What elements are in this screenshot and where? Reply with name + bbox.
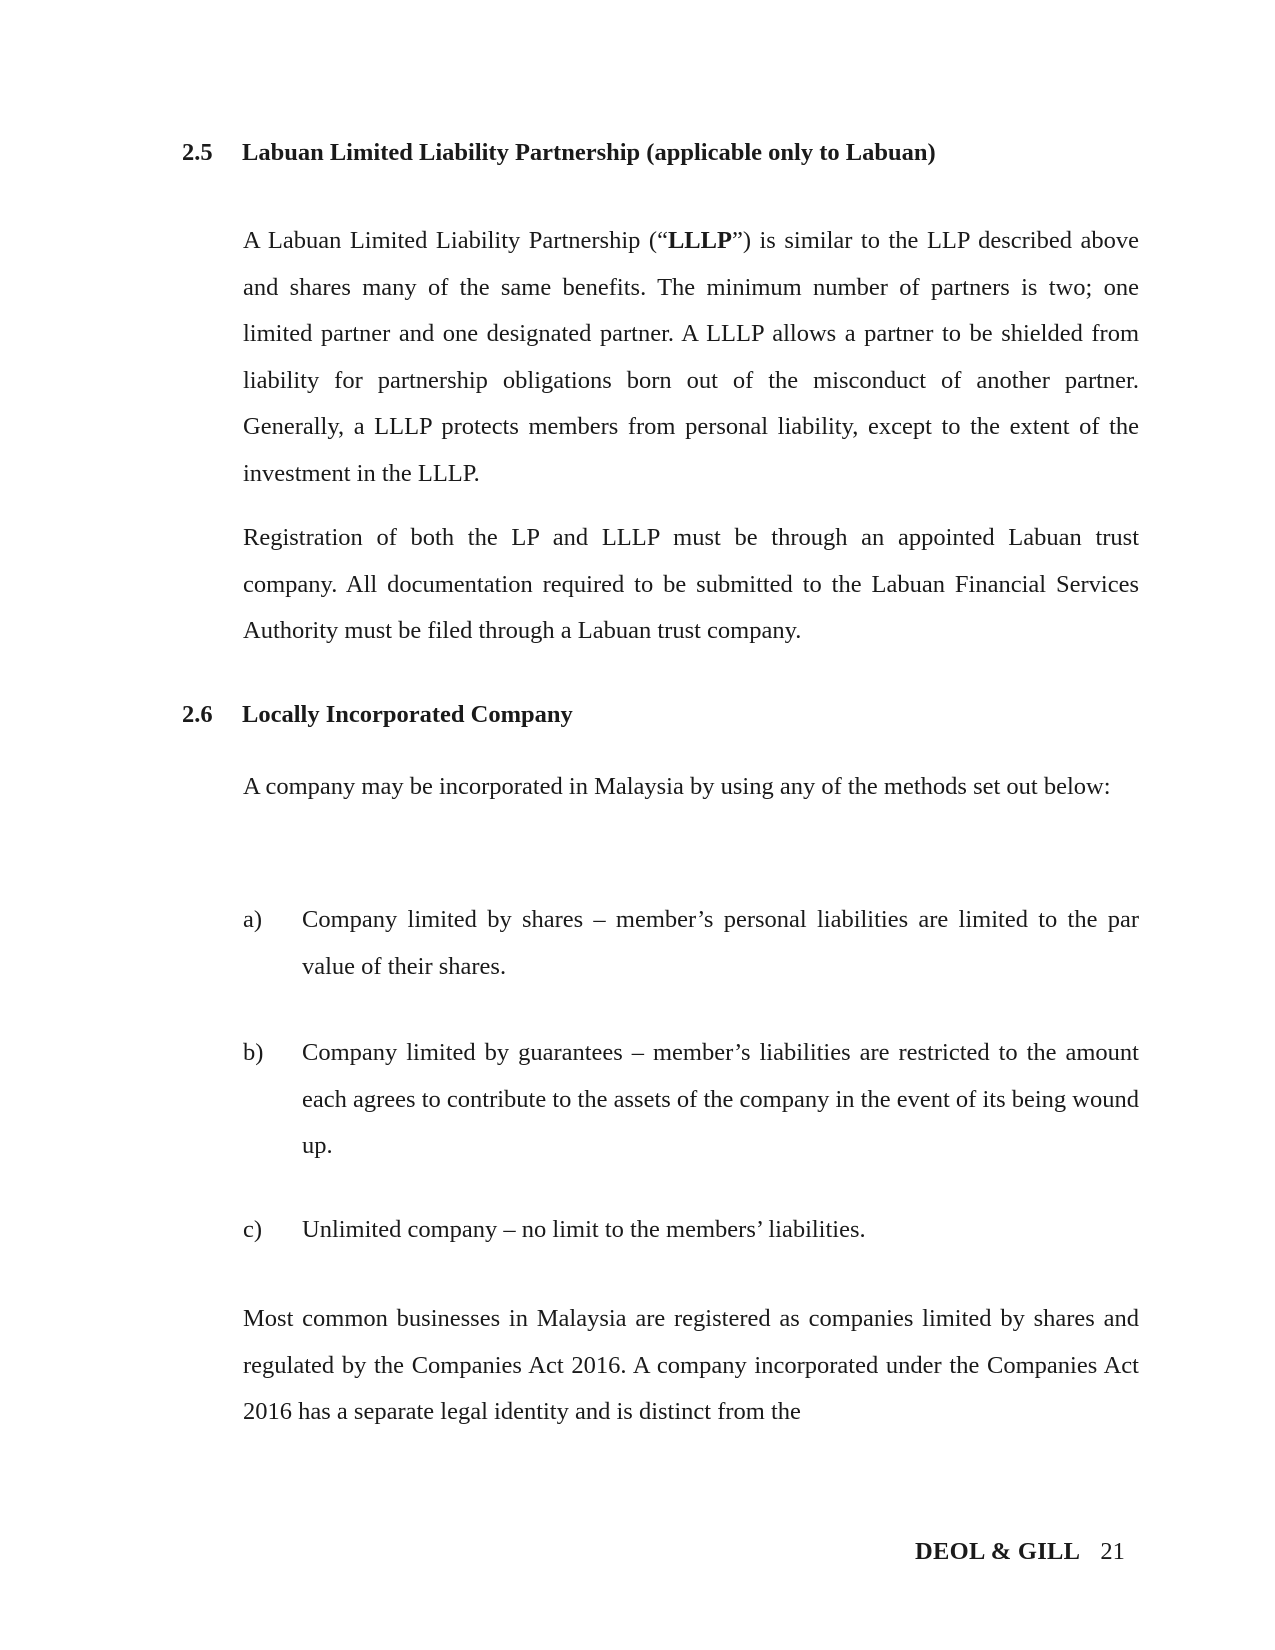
list-item-text: Unlimited company – no limit to the members’ liabilities. xyxy=(302,1216,866,1243)
paragraph-text: ”) is similar to the LLP described above and shares many of the same benefits. The minimum number of partners is two; one limited partner and one designated partner. A LLLP allows a partner to be shielded from liability for partnership obligations born out of the misconduct of another partner. Generally, a LLLP protects members from personal liability, except to the extent of the investment in the LLLP. xyxy=(243,227,1139,487)
section-title: Locally Incorporated Company xyxy=(242,701,573,728)
defined-term: LLLP xyxy=(667,227,732,254)
section-title: Labuan Limited Liability Partnership (applicable only to Labuan) xyxy=(242,139,936,166)
paragraph-lllp-description xyxy=(243,218,1139,497)
list-item xyxy=(243,1030,1139,1170)
section-heading-2-6 xyxy=(182,700,573,730)
list-item xyxy=(243,1207,1139,1254)
page-number: 21 xyxy=(1100,1538,1125,1565)
paragraph-text: A Labuan Limited Liability Partnership (“ xyxy=(243,227,668,254)
section-number: 2.6 xyxy=(182,701,213,728)
paragraph-registration: Registration of both the LP and LLLP must be through an appointed Labuan trust company. All documentation required to be submitted to the Labuan Financial Services Authority must be filed through a Labuan trust company. xyxy=(243,524,1139,644)
section-number: 2.5 xyxy=(182,139,213,166)
list-marker: a) xyxy=(243,906,263,933)
list-item-text: Company limited by shares – member’s personal liabilities are limited to the par value of their shares. xyxy=(302,906,1139,980)
paragraph-common-businesses: Most common businesses in Malaysia are registered as companies limited by shares and regulated by the Companies Act 2016. A company incorporated under the Companies Act 2016 has a separate legal identity and is distinct from the xyxy=(243,1305,1139,1425)
firm-name: DEOL & GILL xyxy=(915,1538,1081,1565)
list-marker: c) xyxy=(243,1216,263,1243)
page-footer xyxy=(915,1537,1125,1567)
list-item-text: Company limited by guarantees – member’s liabilities are restricted to the amount each agrees to contribute to the assets of the company in the event of its being wound up. xyxy=(302,1039,1139,1159)
paragraph-incorporation-intro: A company may be incorporated in Malaysia by using any of the methods set out below: xyxy=(243,773,1111,800)
list-marker: b) xyxy=(243,1039,264,1066)
list-item xyxy=(243,897,1139,990)
section-heading-2-5 xyxy=(182,138,936,168)
